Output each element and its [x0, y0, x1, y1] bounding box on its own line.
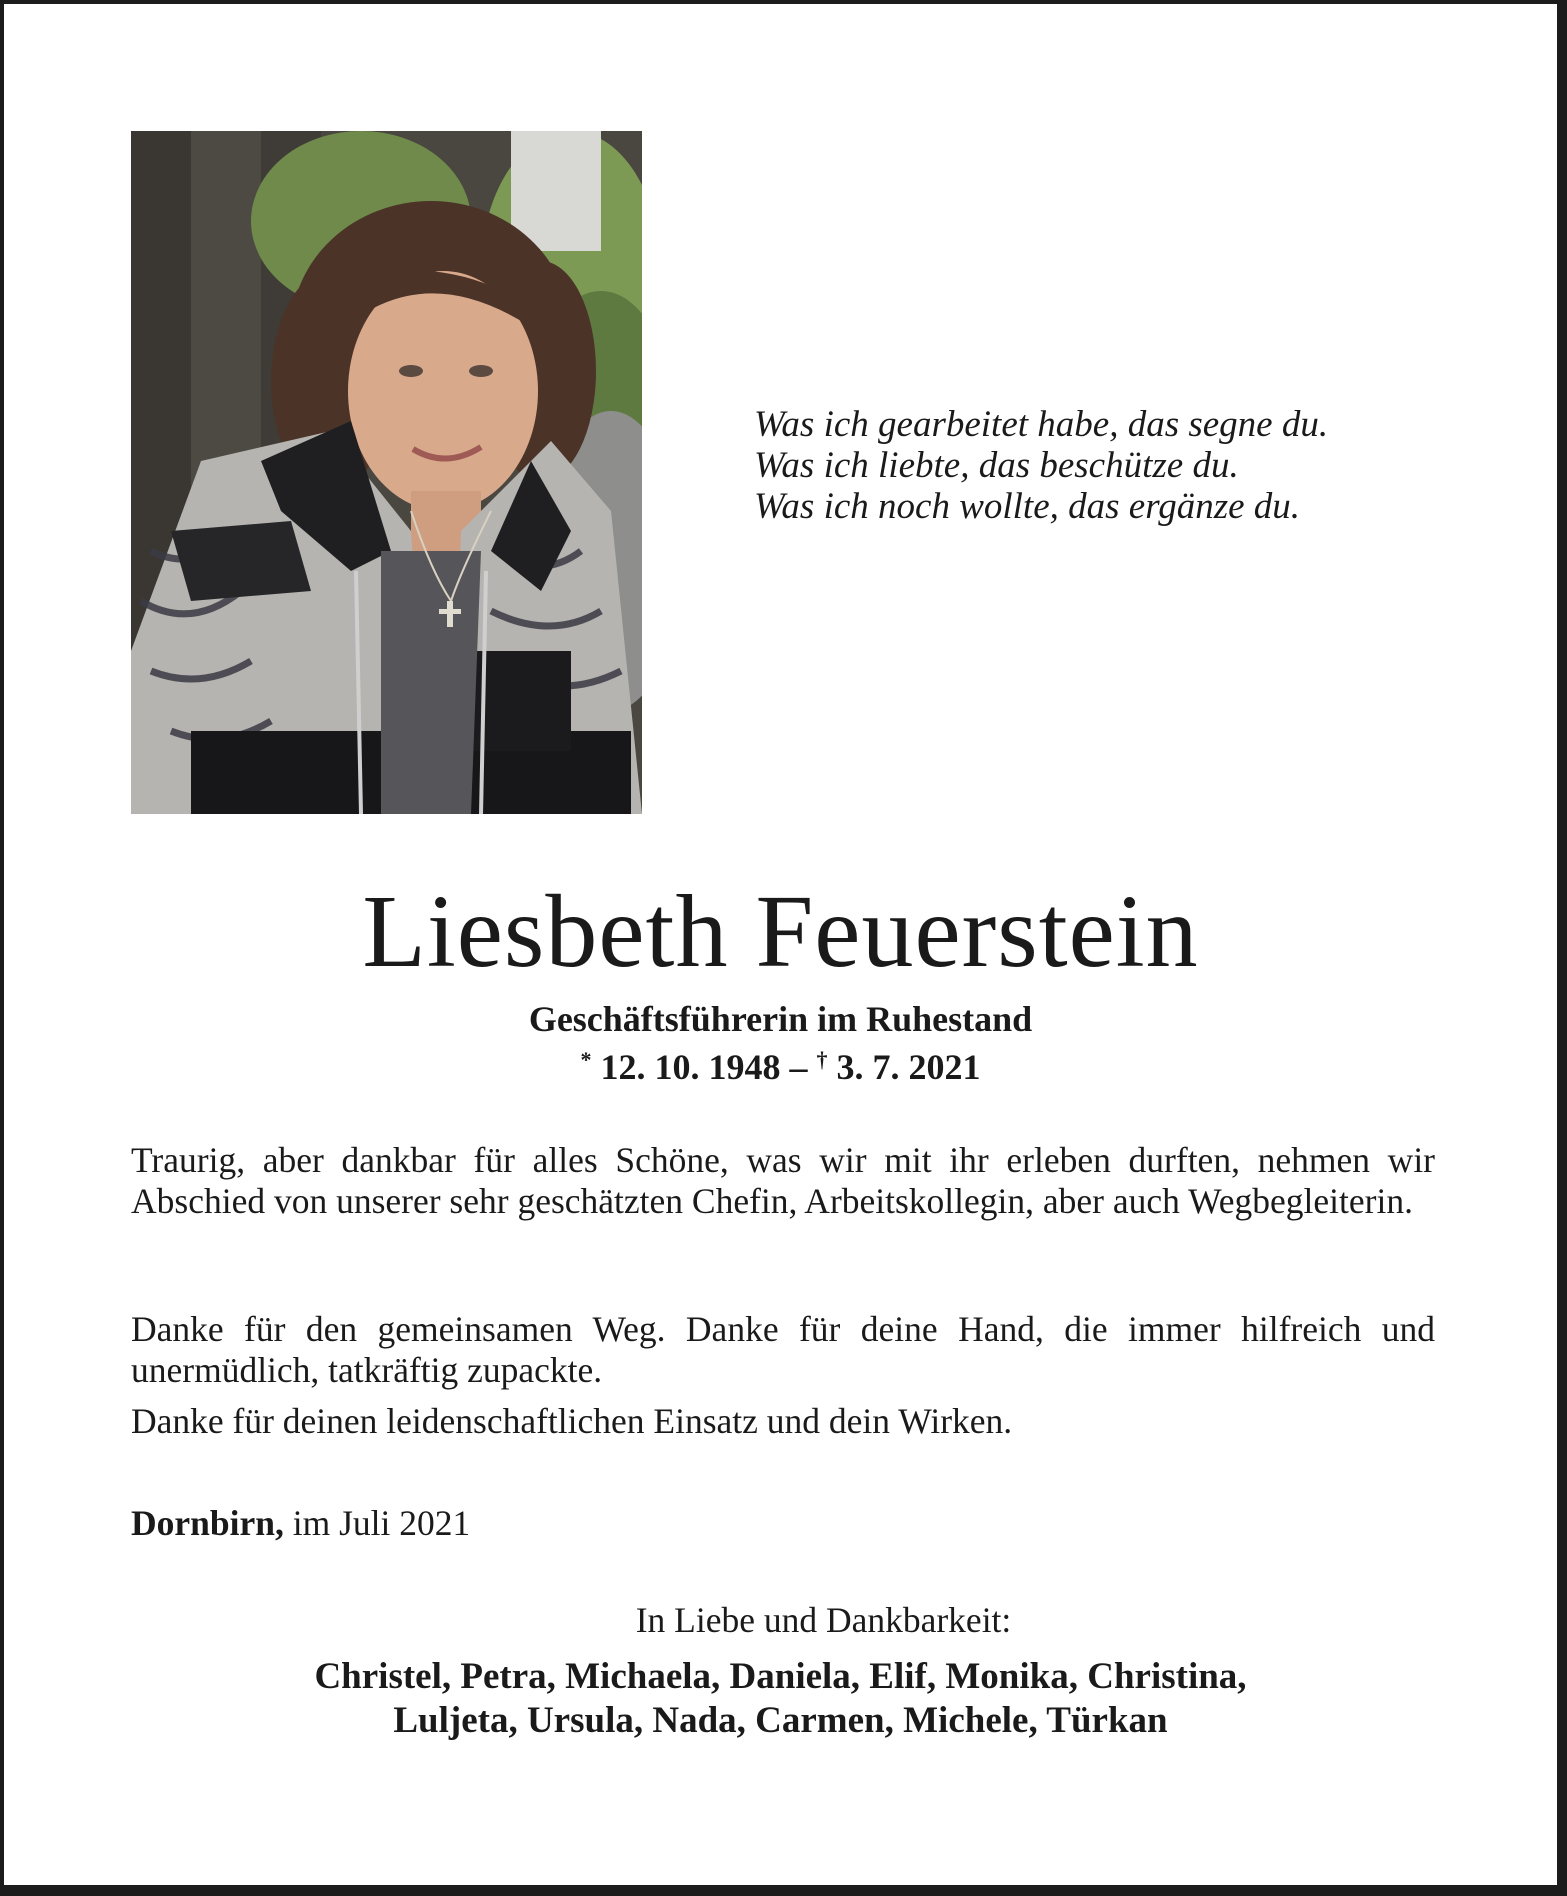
body-paragraph-3: Danke für deinen leidenschaftlichen Einsatz und dein Wirken.: [131, 1401, 1013, 1441]
quote-line: Was ich gearbeitet habe, das segne du.: [754, 404, 1329, 445]
quote-line: Was ich liebte, das beschütze du.: [754, 445, 1239, 486]
quote-line: Was ich noch wollte, das ergänze du.: [754, 486, 1301, 527]
signers-block: [4, 1655, 1557, 1743]
death-date: 3. 7. 2021: [836, 1047, 981, 1087]
obituary-page: [4, 4, 1557, 1885]
deceased-name: Liesbeth Feuerstein: [362, 874, 1199, 989]
place-date-line: [131, 1503, 470, 1544]
deceased-title: Geschäftsführerin im Ruhestand: [528, 999, 1033, 1039]
portrait-photo: [131, 131, 642, 814]
place-date: im Juli 2021: [283, 1503, 471, 1543]
date-separator: –: [780, 1047, 817, 1087]
death-symbol: †: [816, 1047, 828, 1072]
signers-line: Luljeta, Ursula, Nada, Carmen, Michele, Türkan: [393, 1700, 1168, 1741]
birth-symbol: *: [580, 1047, 592, 1072]
body-paragraph-1: Traurig, aber dankbar für alles Schöne, was wir mit ihr erleben durften, nehmen wir Abschied von unserer sehr geschätzten Chefin, Arbeitskollegin, aber auch Wegbegleiterin.: [131, 1140, 1435, 1221]
life-dates: [4, 1041, 1557, 1086]
signers-line: Christel, Petra, Michaela, Daniela, Elif, Monika, Christina,: [314, 1656, 1247, 1697]
closing-text: In Liebe und Dankbarkeit:: [635, 1600, 1012, 1640]
body-paragraph-2: Danke für den gemeinsamen Weg. Danke für deine Hand, die immer hilfreich und unermüdlich, tatkräftig zupackte.: [131, 1309, 1435, 1390]
birth-date: 12. 10. 1948: [600, 1047, 781, 1087]
place-city: Dornbirn,: [131, 1503, 284, 1543]
quote-block: [754, 404, 1474, 527]
